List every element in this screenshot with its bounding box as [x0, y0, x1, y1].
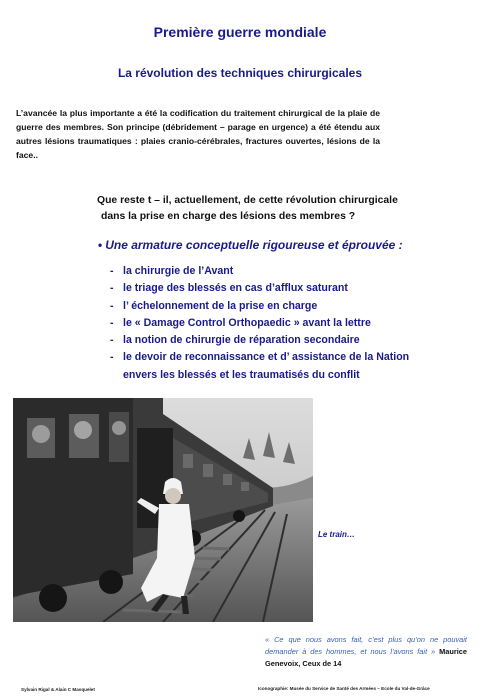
- train-photo-image: [13, 398, 313, 622]
- page-title: Première guerre mondiale: [153, 24, 327, 40]
- quote-text: « Ce que nous avons fait, c’est plus qu’on ne pouvait demander à des hommes, et nous l’avons fait »: [265, 635, 467, 657]
- concept-list: [110, 263, 470, 384]
- bullet-dot-icon: •: [98, 238, 103, 252]
- dash-icon: -: [110, 334, 114, 347]
- list-item-text: le « Damage Control Orthopaedic » avant la lettre: [123, 316, 371, 329]
- list-item: [110, 315, 470, 332]
- question-line-1: Que reste t – il, actuellement, de cette révolution chirurgicale: [97, 195, 398, 206]
- list-item-text: le devoir de reconnaissance et d’ assistance de la Nation: [123, 351, 410, 364]
- footer-credits: Iconographie: Musée du Service de Santé des Armées – Ecole du Val-de-Grâce: [258, 686, 430, 691]
- photo-caption: Le train…: [318, 530, 355, 539]
- list-item-text: la chirurgie de l’Avant: [123, 265, 234, 277]
- dash-icon: -: [110, 316, 114, 329]
- list-item-continuation: envers les blessés et les traumatisés du conflit: [123, 368, 360, 381]
- list-item: [110, 332, 470, 349]
- dash-icon: -: [110, 282, 114, 295]
- list-item-text: la notion de chirurgie de réparation secondaire: [123, 334, 360, 347]
- quote-block: [265, 634, 467, 671]
- quote-author: Maurice Genevoix, Ceux de 14: [265, 647, 467, 669]
- dash-icon: -: [110, 265, 114, 277]
- question-line-2: dans la prise en charge des lésions des membres ?: [101, 211, 356, 222]
- list-item: [110, 263, 470, 280]
- list-item-text: le triage des blessés en cas d’afflux saturant: [123, 282, 348, 295]
- dash-icon: -: [110, 351, 114, 364]
- page-subtitle: La révolution des techniques chirurgicales: [117, 66, 363, 80]
- list-item-text: l’ échelonnement de la prise en charge: [123, 299, 318, 312]
- dash-icon: -: [110, 299, 114, 312]
- train-photo: [13, 398, 313, 622]
- intro-paragraph: L’avancée la plus importante a été la codification du traitement chirurgical de la plaie de guerre des membres. Son principe (débridement – parage en urgence) a été étendu aux autres lésions traumatiques : plaies cranio-cérébrales, fractures ouvertes, lésions de la face..: [16, 108, 380, 160]
- bullet-heading: [98, 238, 478, 252]
- bullet-heading-text: Une armature conceptuelle rigoureuse et éprouvée :: [105, 238, 403, 252]
- question-block: [97, 193, 427, 225]
- footer-authors: Sylvain Rigal & Alain C Masquelet: [21, 687, 95, 692]
- list-item: [110, 349, 470, 384]
- list-item: [110, 280, 470, 297]
- list-item: [110, 298, 470, 315]
